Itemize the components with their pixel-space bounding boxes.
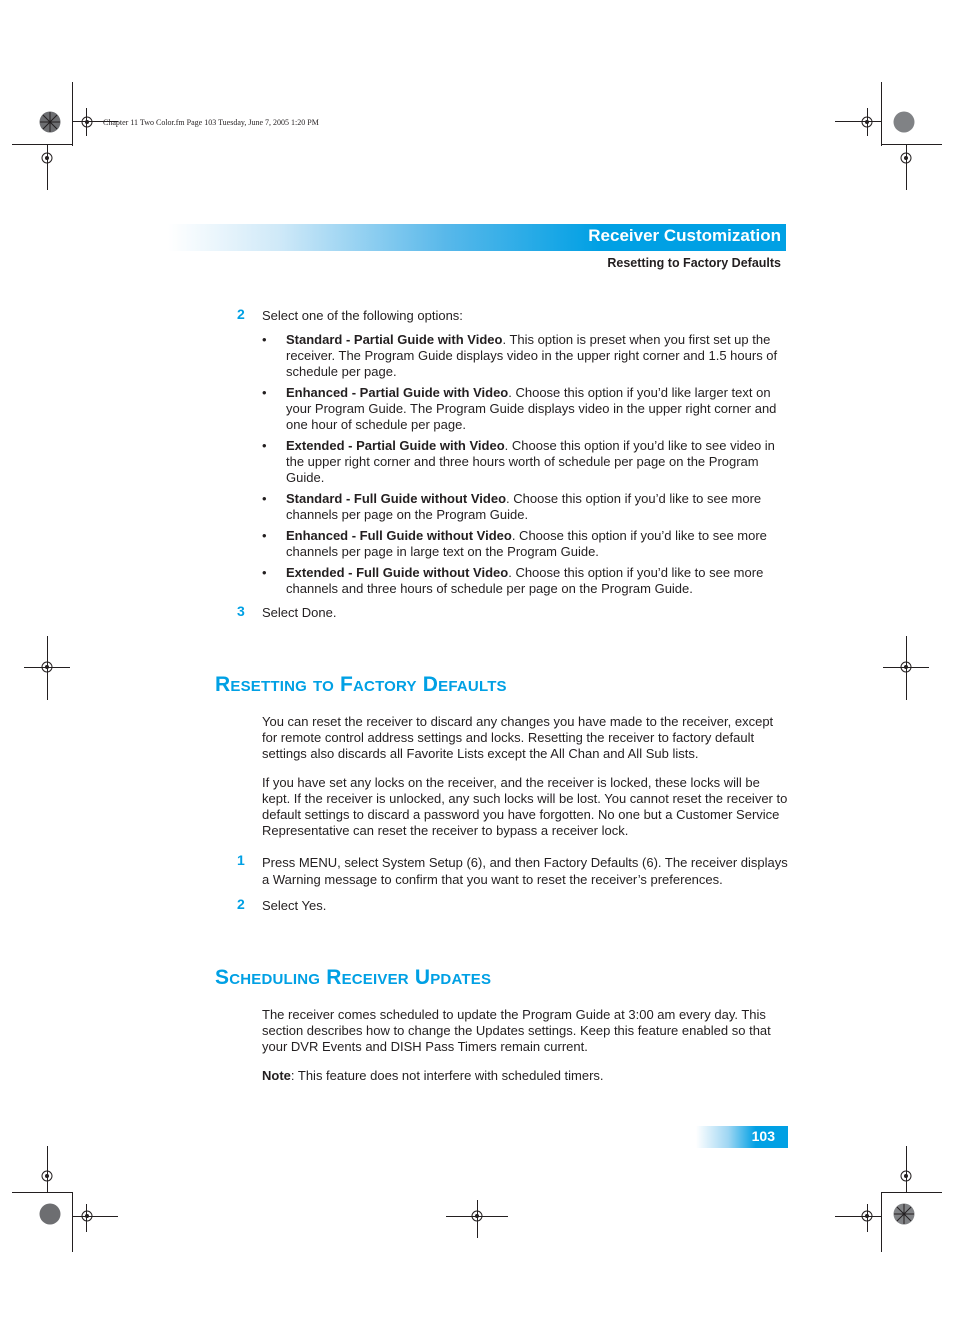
paragraph: If you have set any locks on the receiver, and the receiver is locked, these locks will be kept. If the receiver is unlocked, any such locks will be lost. You cannot reset the receiver to default settings to discard a password you have forgotten. No one but a Customer Service Representative can reset the receiver to bypass a receiver lock.	[262, 775, 788, 838]
chapter-title: Receiver Customization	[588, 226, 781, 245]
bullet-icon: •	[262, 491, 267, 506]
paragraph: You can reset the receiver to discard any changes you have made to the receiver, except for remote control address settings and locks. Resetting the receiver to factory default settings also discards all Favorite Lists except the All Chan and All Sub lists.	[262, 714, 774, 761]
registration-mark-icon	[79, 114, 95, 130]
starburst-target-icon	[39, 1203, 61, 1225]
list-item: Standard - Full Guide without Video. Choose this option if you’d like to see more channels per page on the Program Guide.	[286, 491, 762, 522]
paragraph: The receiver comes scheduled to update the Program Guide at 3:00 am every day. This section describes how to change the Updates settings. Keep this feature enabled so that your DVR Events and DISH Pass Timers remain current.	[262, 1007, 771, 1054]
note-text: : This feature does not interfere with scheduled timers.	[290, 1068, 604, 1083]
starburst-target-icon	[893, 111, 915, 133]
registration-mark-icon	[898, 659, 914, 675]
note	[262, 1068, 788, 1084]
registration-mark-icon	[859, 114, 875, 130]
step-number: 1	[237, 852, 245, 868]
registration-mark-icon	[39, 659, 55, 675]
registration-mark-icon	[898, 1168, 914, 1184]
chapter-header-band	[168, 224, 786, 251]
bullet-icon: •	[262, 332, 267, 347]
bullet-icon: •	[262, 565, 267, 580]
step-number: 2	[237, 306, 245, 322]
step-text: Select Yes.	[262, 898, 327, 913]
bullet-icon: •	[262, 438, 267, 453]
step-number: 2	[237, 896, 245, 912]
section-heading: Scheduling Receiver Updates	[215, 966, 492, 989]
step-number: 3	[237, 603, 245, 619]
step-text: Select Done.	[262, 605, 337, 620]
list-item: Standard - Partial Guide with Video. This option is preset when you first set up the receiver. The Program Guide displays video in the upper right corner and 1.5 hours of schedule per page.	[286, 332, 778, 379]
registration-mark-icon	[39, 1168, 55, 1184]
page-number-band	[696, 1126, 788, 1148]
print-info: Chapter 11 Two Color.fm Page 103 Tuesday, June 7, 2005 1:20 PM	[103, 118, 319, 127]
bullet-icon: •	[262, 528, 267, 543]
note-label: Note	[262, 1068, 291, 1083]
running-section-title: Resetting to Factory Defaults	[607, 256, 781, 270]
list-item: Extended - Full Guide without Video. Choose this option if you’d like to see more channels and three hours of schedule per page on the Program Guide.	[286, 565, 764, 596]
starburst-target-icon	[893, 1203, 915, 1225]
list-item: Enhanced - Full Guide without Video. Choose this option if you’d like to see more channels per page in large text on the Program Guide.	[286, 528, 767, 559]
list-item: Extended - Partial Guide with Video. Choose this option if you’d like to see video in the upper right corner and three hours worth of schedule per page on the Program Guide.	[286, 438, 775, 485]
step-text: Select one of the following options:	[262, 308, 463, 323]
section-heading: Resetting to Factory Defaults	[215, 673, 507, 696]
registration-mark-icon	[79, 1208, 95, 1224]
list-item: Enhanced - Partial Guide with Video. Choose this option if you’d like larger text on your Program Guide. The Program Guide displays video in the upper right corner and one hour of schedule per page.	[286, 385, 777, 432]
page-number: 103	[751, 1128, 775, 1144]
bullet-icon: •	[262, 385, 267, 400]
registration-mark-icon	[39, 150, 55, 166]
registration-mark-icon	[469, 1208, 485, 1224]
starburst-target-icon	[39, 111, 61, 133]
registration-mark-icon	[898, 150, 914, 166]
registration-mark-icon	[859, 1208, 875, 1224]
step-text: Press MENU, select System Setup (6), and then Factory Defaults (6). The receiver displays a Warning message to confirm that you want to reset the receiver’s preferences.	[262, 855, 788, 887]
